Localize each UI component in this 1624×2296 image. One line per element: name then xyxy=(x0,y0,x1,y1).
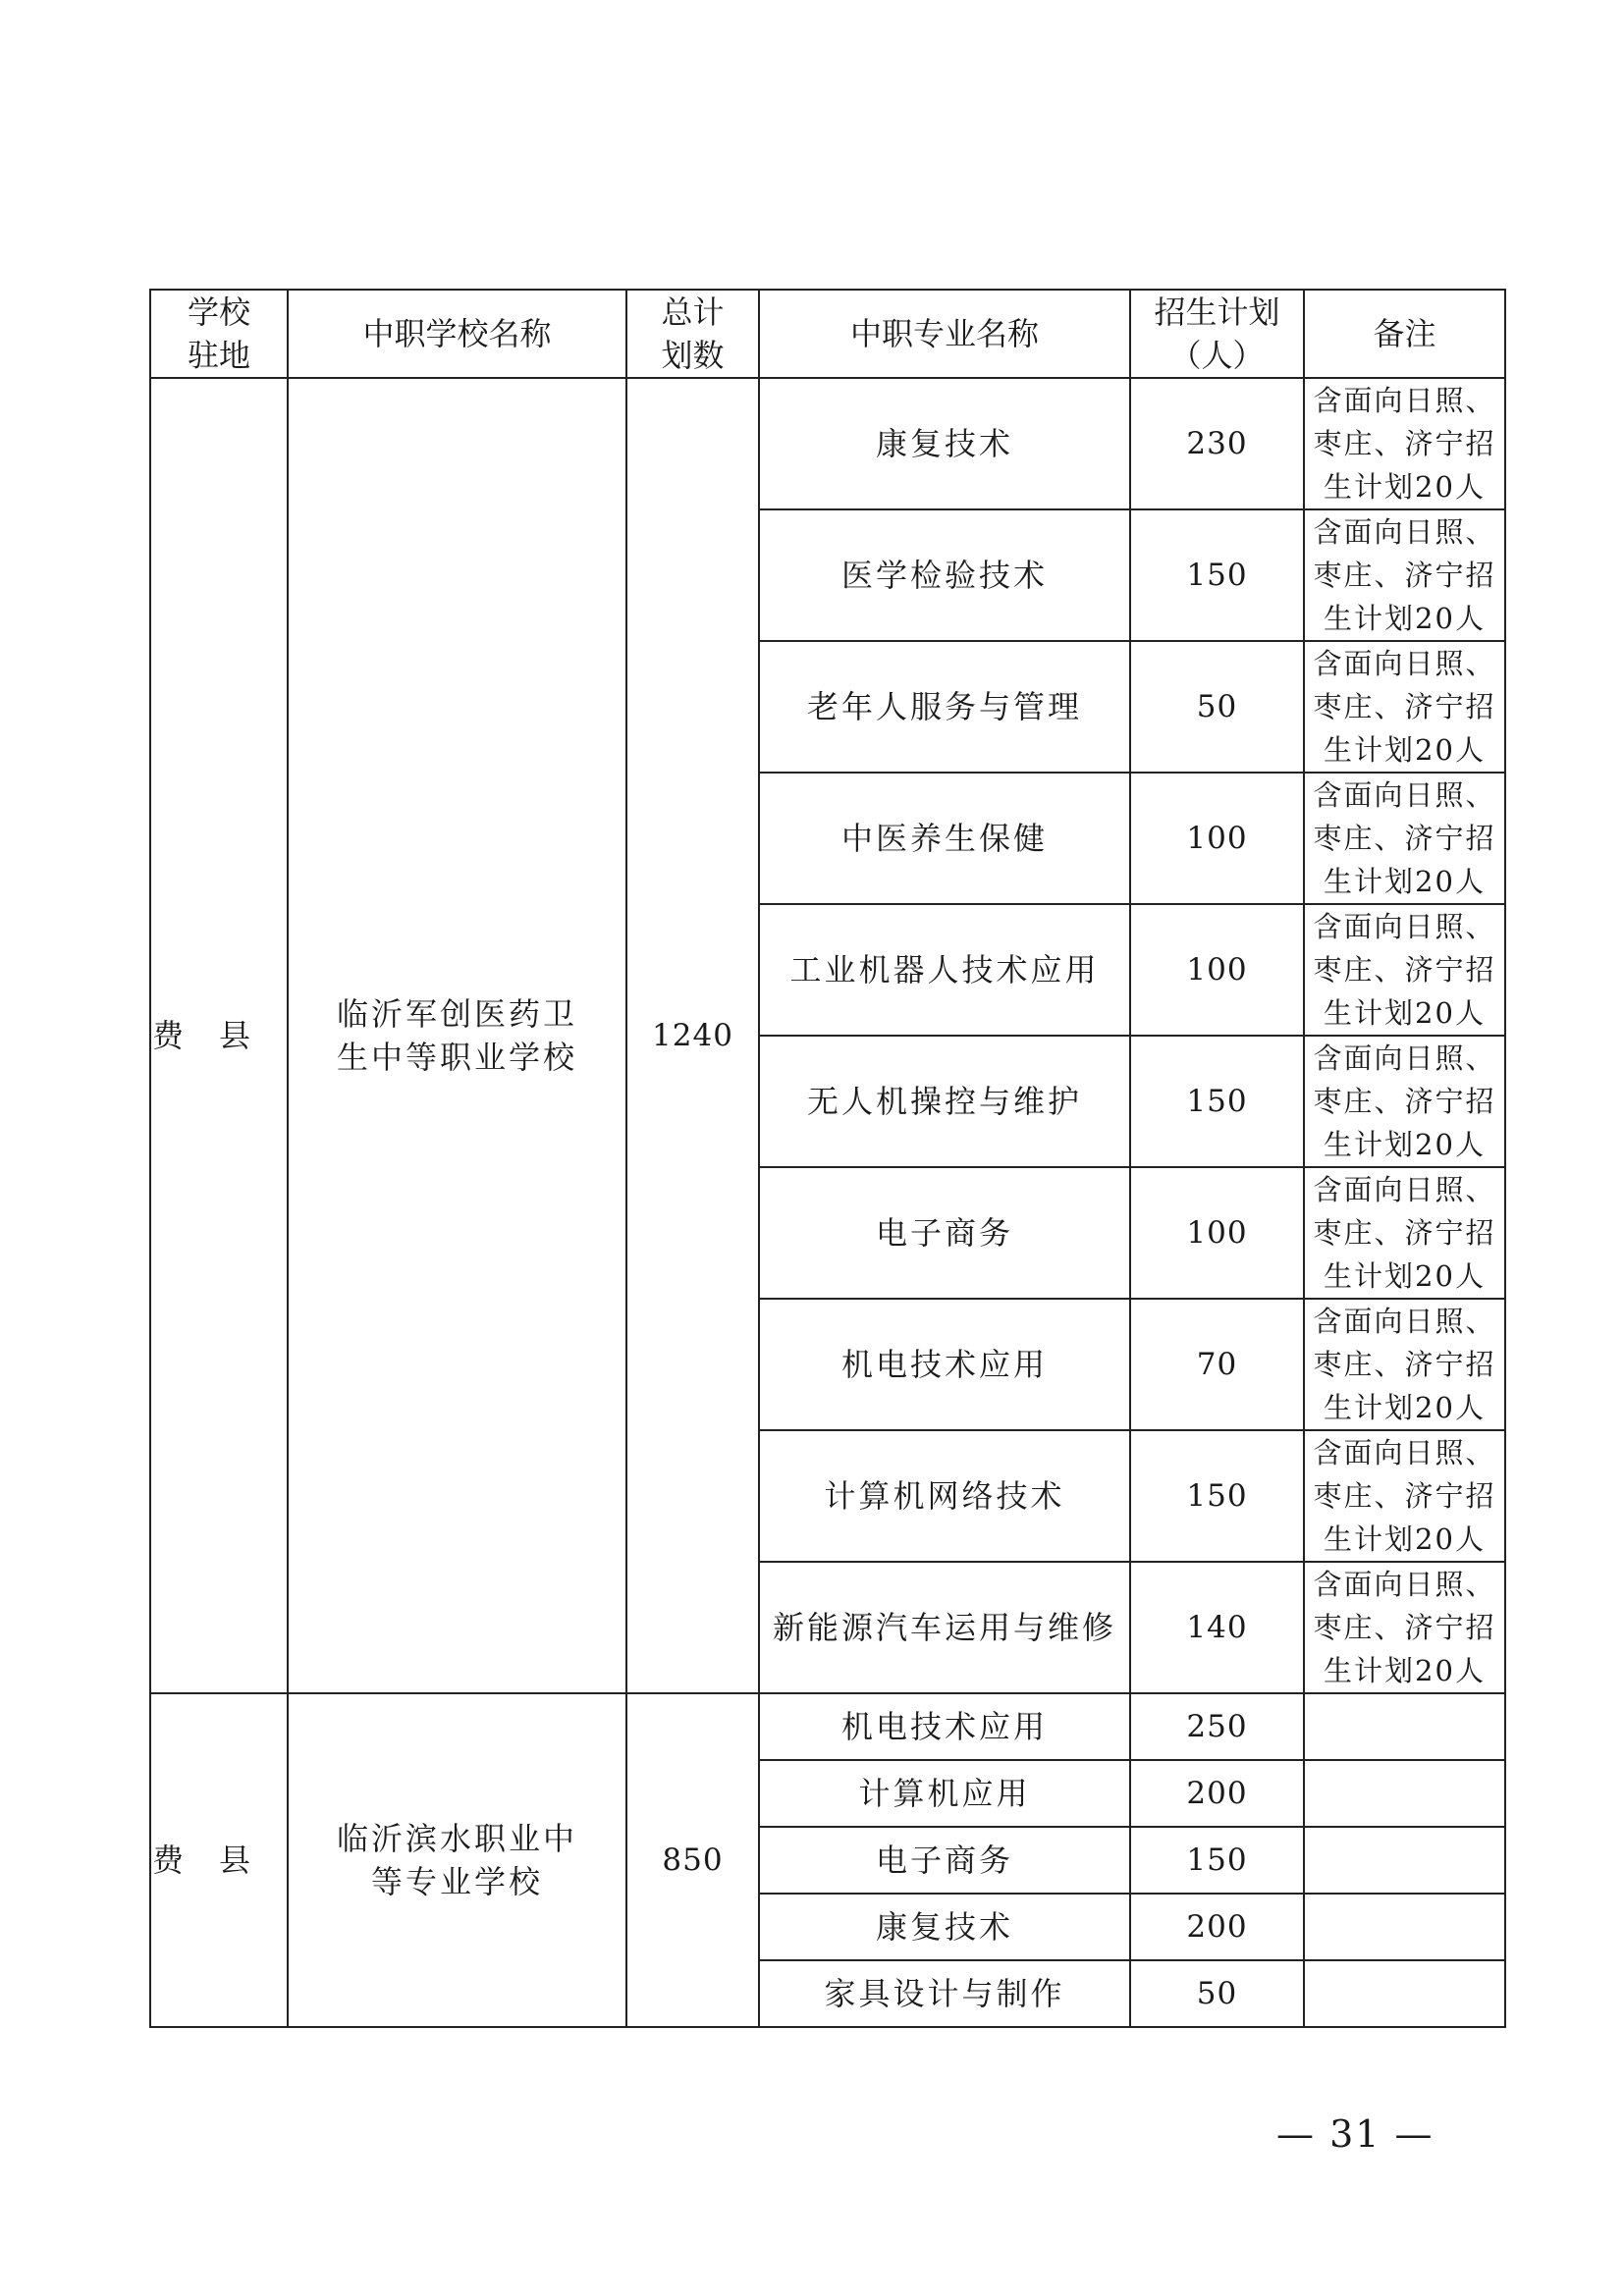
major-plan: 150 xyxy=(1130,1827,1304,1894)
major-remark: 含面向日照、枣庄、济宁招生计划20人 xyxy=(1304,378,1505,509)
major-remark xyxy=(1304,1827,1505,1894)
header-location: 学校驻地 xyxy=(150,290,288,378)
header-row xyxy=(150,290,1505,378)
major-plan: 100 xyxy=(1130,904,1304,1036)
major-remark: 含面向日照、枣庄、济宁招生计划20人 xyxy=(1304,641,1505,773)
major-remark xyxy=(1304,1760,1505,1827)
major-plan: 50 xyxy=(1130,641,1304,773)
major-remark: 含面向日照、枣庄、济宁招生计划20人 xyxy=(1304,509,1505,641)
major-plan: 150 xyxy=(1130,509,1304,641)
major-remark: 含面向日照、枣庄、济宁招生计划20人 xyxy=(1304,773,1505,904)
major-name: 计算机应用 xyxy=(759,1760,1130,1827)
major-remark: 含面向日照、枣庄、济宁招生计划20人 xyxy=(1304,904,1505,1036)
school-total: 1240 xyxy=(626,378,759,1693)
major-name: 计算机网络技术 xyxy=(759,1430,1130,1562)
major-plan: 150 xyxy=(1130,1036,1304,1167)
page-number: — 31 — xyxy=(1276,2112,1435,2156)
major-plan: 230 xyxy=(1130,378,1304,509)
major-name: 机电技术应用 xyxy=(759,1693,1130,1760)
school-location: 费县 xyxy=(150,1693,288,2027)
table-row xyxy=(150,1693,1505,1760)
header-major: 中职专业名称 xyxy=(759,290,1130,378)
header-school-name: 中职学校名称 xyxy=(288,290,626,378)
major-plan: 150 xyxy=(1130,1430,1304,1562)
major-remark: 含面向日照、枣庄、济宁招生计划20人 xyxy=(1304,1562,1505,1693)
major-name: 电子商务 xyxy=(759,1827,1130,1894)
major-remark xyxy=(1304,1960,1505,2027)
major-remark: 含面向日照、枣庄、济宁招生计划20人 xyxy=(1304,1036,1505,1167)
school-name: 临沂军创医药卫生中等职业学校 xyxy=(288,378,626,1693)
major-plan: 100 xyxy=(1130,773,1304,904)
major-name: 新能源汽车运用与维修 xyxy=(759,1562,1130,1693)
major-plan: 200 xyxy=(1130,1760,1304,1827)
header-total: 总计划数 xyxy=(626,290,759,378)
major-name: 医学检验技术 xyxy=(759,509,1130,641)
header-plan: 招生计划（人） xyxy=(1130,290,1304,378)
major-plan: 250 xyxy=(1130,1693,1304,1760)
major-name: 家具设计与制作 xyxy=(759,1960,1130,2027)
major-plan: 50 xyxy=(1130,1960,1304,2027)
major-name: 老年人服务与管理 xyxy=(759,641,1130,773)
major-remark: 含面向日照、枣庄、济宁招生计划20人 xyxy=(1304,1430,1505,1562)
major-plan: 70 xyxy=(1130,1299,1304,1430)
major-plan: 200 xyxy=(1130,1894,1304,1960)
major-plan: 100 xyxy=(1130,1167,1304,1299)
major-remark: 含面向日照、枣庄、济宁招生计划20人 xyxy=(1304,1299,1505,1430)
header-remark: 备注 xyxy=(1304,290,1505,378)
major-name: 机电技术应用 xyxy=(759,1299,1130,1430)
major-name: 康复技术 xyxy=(759,378,1130,509)
table-row xyxy=(150,378,1505,509)
school-name: 临沂滨水职业中等专业学校 xyxy=(288,1693,626,2027)
major-name: 康复技术 xyxy=(759,1894,1130,1960)
major-name: 工业机器人技术应用 xyxy=(759,904,1130,1036)
major-name: 中医养生保健 xyxy=(759,773,1130,904)
major-remark xyxy=(1304,1693,1505,1760)
school-total: 850 xyxy=(626,1693,759,2027)
school-location: 费县 xyxy=(150,378,288,1693)
major-remark: 含面向日照、枣庄、济宁招生计划20人 xyxy=(1304,1167,1505,1299)
major-name: 电子商务 xyxy=(759,1167,1130,1299)
major-plan: 140 xyxy=(1130,1562,1304,1693)
major-remark xyxy=(1304,1894,1505,1960)
major-name: 无人机操控与维护 xyxy=(759,1036,1130,1167)
enrollment-plan-table xyxy=(149,289,1506,2028)
